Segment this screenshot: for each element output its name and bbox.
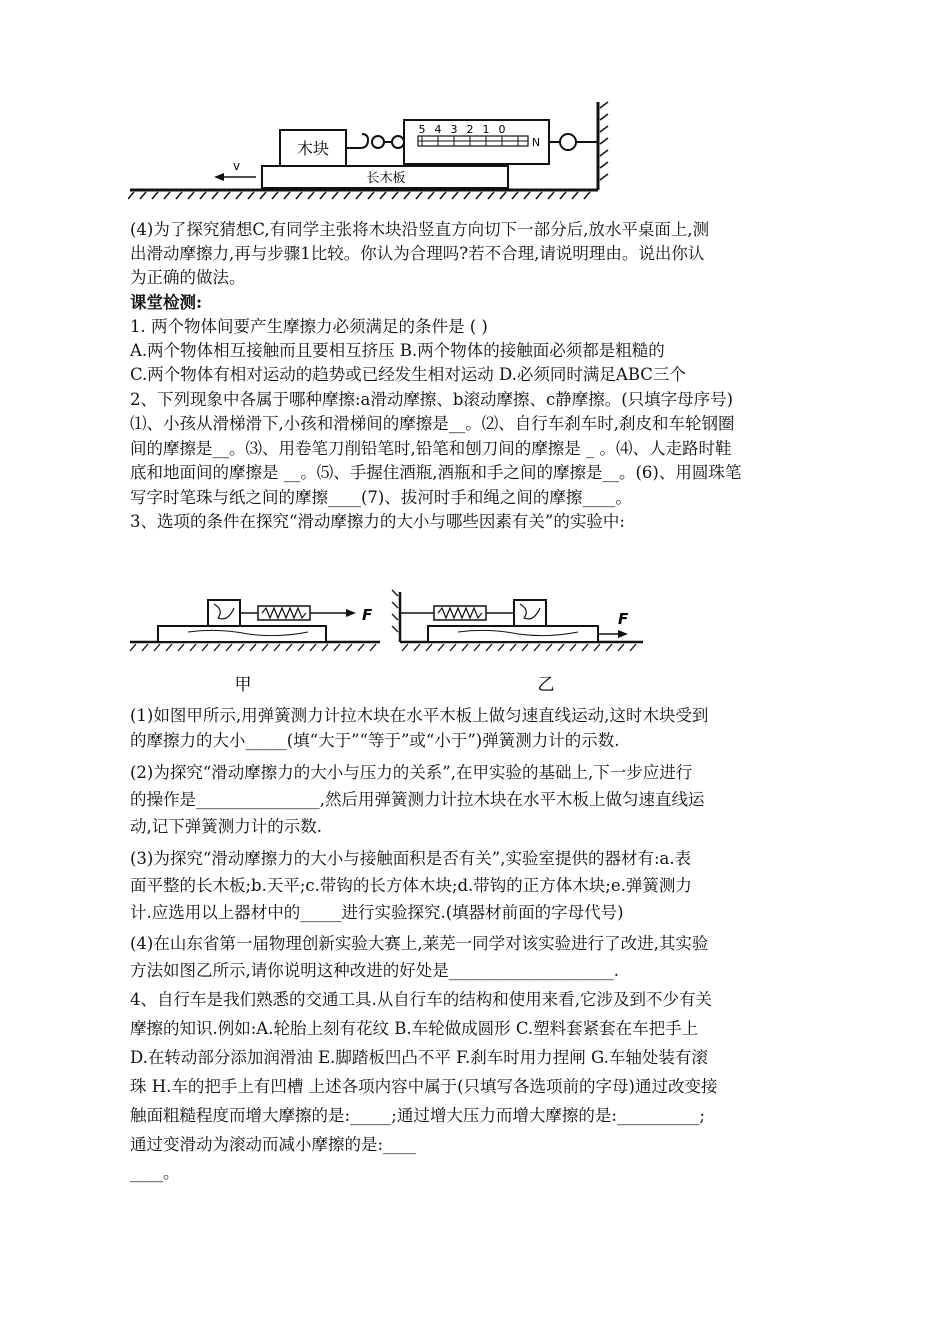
text-line: (4)为了探究猜想C,有同学主张将木块沿竖直方向切下一部分后,放水平桌面上,测 (130, 220, 710, 239)
text-line: 出滑动摩擦力,再与步骤1比较。你认为合理吗?若不合理,请说明理由。说出你认 (130, 244, 705, 263)
text-line: 面平整的长木板;b.天平;c.带钩的长方体木块;d.带钩的正方体木块;e.弹簧测力 (130, 876, 692, 895)
scale-digit-top: 1 (482, 123, 490, 136)
text-line: 的操作是_______________,然后用弹簧测力计拉木块在水平木板上做匀速直线运 (130, 790, 705, 809)
scale-digit-top: 3 (450, 123, 458, 136)
block-yi (514, 600, 546, 626)
text-line: 摩擦的知识.例如:A.轮胎上刻有花纹 B.车轮做成圆形 C.塑料套紧套在车把手上 (130, 1019, 699, 1038)
text-line: 写字时笔珠与纸之间的摩擦____(7)、拔河时手和绳之间的摩擦____。 (130, 488, 632, 507)
option-line: C.两个物体有相对运动的趋势或已经发生相对运动 D.必须同时满足ABC三个 (130, 365, 686, 384)
text-line: 触面粗糙程度而增大摩擦的是:_____;通过增大压力而增大摩擦的是:__________; (130, 1106, 705, 1125)
force-label-jia: F (362, 606, 373, 624)
block-label: 木块 (296, 139, 330, 158)
text-line: 为正确的做法。 (130, 268, 246, 287)
text-line: D.在转动部分添加润滑油 E.脚踏板凹凸不平 F.刹车时用力捏闸 G.车轴处装有滚 (130, 1048, 708, 1067)
question-1: 1. 两个物体间要产生摩擦力必须满足的条件是 ( ) (130, 317, 488, 336)
question-2: 2、下列现象中各属于哪种摩擦:a滑动摩擦、b滚动摩擦、c静摩擦。(只填字母序号) (130, 390, 734, 409)
caption-yi: 乙 (537, 675, 555, 695)
text-line: 的摩擦力的大小_____(填“大于”“等于”或“小于”)弹簧测力计的示数. (130, 731, 620, 750)
scale-digit-top: 5 (418, 123, 426, 136)
force-label-yi: F (618, 610, 629, 628)
scale-digit-top: 0 (498, 123, 506, 136)
question-3: 3、选项的条件在探究“滑动摩擦力的大小与哪些因素有关”的实验中: (130, 512, 625, 531)
section-heading: 课堂检测: (130, 293, 203, 312)
text-line: (2)为探究“滑动摩擦力的大小与压力的关系”,在甲实验的基础上,下一步应进行 (130, 763, 693, 782)
board-label: 长木板 (366, 171, 406, 186)
text-line: 珠 H.车的把手上有凹槽 上述各项内容中属于(只填写各选项前的字母)通过改变接 (130, 1077, 718, 1096)
text-line: ____。 (130, 1163, 180, 1182)
option-line: A.两个物体相互接触而且要相互挤压 B.两个物体的接触面必须都是粗糙的 (130, 341, 665, 360)
text-line: 动,记下弹簧测力计的示数. (130, 817, 322, 836)
figure-jia-yi (128, 548, 648, 698)
question-4: 4、自行车是我们熟悉的交通工具.从自行车的结构和使用来看,它涉及到不少有关 (130, 990, 712, 1009)
text-line: 通过变滑动为滚动而减小摩擦的是:____ (130, 1135, 417, 1154)
caption-jia: 甲 (234, 675, 252, 695)
text-line: 底和地面间的摩擦是 __。⑸、手握住酒瓶,酒瓶和手之间的摩擦是__。(6)、用圆珠笔 (130, 463, 742, 482)
text-line: 方法如图乙所示,请你说明这种改进的好处是____________________. (130, 961, 619, 980)
text-line: (1)如图甲所示,用弹簧测力计拉木块在水平木板上做匀速直线运动,这时木块受到 (130, 706, 709, 725)
figure-block-spring-scale (128, 100, 613, 200)
velocity-label: v (233, 159, 241, 173)
scale-digit-top: 4 (434, 123, 442, 136)
text-line: ⑴、小孩从滑梯滑下,小孩和滑梯间的摩擦是__。⑵、自行车刹车时,刹皮和车轮钢圈 (130, 414, 735, 433)
scale-digit-top: 2 (466, 123, 474, 136)
text-line: (4)在山东省第一届物理创新实验大赛上,莱芜一同学对该实验进行了改进,其实验 (130, 934, 709, 953)
text-line: 计.应选用以上器材中的_____进行实验探究.(填器材前面的字母代号) (130, 903, 624, 922)
block-jia (208, 600, 240, 626)
text-line: (3)为探究“滑动摩擦力的大小与接触面积是否有关”,实验室提供的器材有:a.表 (130, 849, 692, 868)
text-line: 间的摩擦是__。⑶、用卷笔刀削铅笔时,铅笔和刨刀间的摩擦是 _ 。⑷、人走路时鞋 (130, 439, 732, 458)
scale-unit-label: N (531, 136, 541, 149)
